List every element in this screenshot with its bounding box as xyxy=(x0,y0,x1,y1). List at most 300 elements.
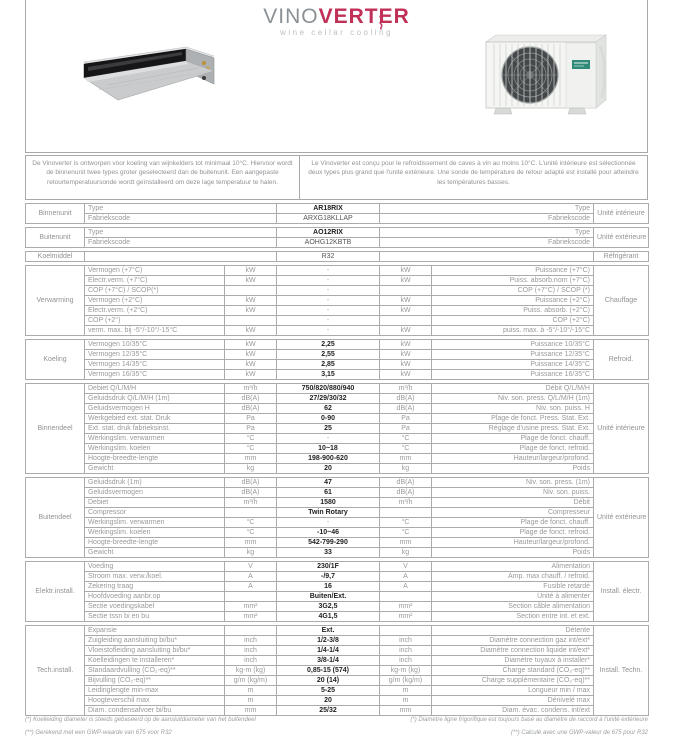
spec-label-nl: Vermogen 10/35°C xyxy=(85,340,225,350)
spec-unit-nl: Pa xyxy=(225,424,277,434)
spec-row xyxy=(26,306,649,316)
spec-unit-fr: inch xyxy=(380,646,432,656)
spec-label-nl: Ext. stat. druk fabrieksinst. xyxy=(85,424,225,434)
footnote-nl-2: (**) Gerekend met een GWP-waarde van 675 voor R32 xyxy=(25,730,172,736)
spec-group-nl: Binnenunit xyxy=(26,204,85,224)
spec-label-nl xyxy=(85,252,277,262)
spec-row xyxy=(26,518,649,528)
spec-value: 5-25 xyxy=(277,686,380,696)
spec-label-fr: Plage de fonct. Press. Stat. Ext. xyxy=(432,414,594,424)
spec-unit-fr xyxy=(380,316,432,326)
intro-text-dutch: De Vinoverter is ontworpen voor koeling van wijnkelders tot minimaal 10°C. Hiervoor wordt de binnenunit twee types groter geselecteerd dan de buitenunit. Een aangepaste retourtemperatuursonde wordt geïnstalleerd om deze lage temperatuur te halen. xyxy=(25,155,300,200)
logo-text-vino: VINO xyxy=(263,5,319,28)
spec-label-nl: Compressor xyxy=(85,508,225,518)
spec-unit-fr: inch xyxy=(380,636,432,646)
spec-unit-nl: kg xyxy=(225,464,277,474)
spec-value: - xyxy=(277,434,380,444)
spec-unit-fr: °C xyxy=(380,444,432,454)
spec-label-nl: Leidinglengte min-max xyxy=(85,686,225,696)
spec-label-nl: verm. max. bij -5°/-10°/-15°C xyxy=(85,326,225,336)
spec-label-nl: Debiet xyxy=(85,498,225,508)
spec-group-nl: Binnendeel xyxy=(26,384,85,474)
spec-group-fr: Unité intérieure xyxy=(594,204,649,224)
spec-group-fr: Réfrigérant xyxy=(594,252,649,262)
spec-label-fr: Poids xyxy=(432,548,594,558)
spec-unit-fr: kW xyxy=(380,296,432,306)
spec-row xyxy=(26,266,649,276)
spec-row xyxy=(26,646,649,656)
spec-label-fr: Niv. son. press. (1m) xyxy=(432,478,594,488)
spec-unit-nl: inch xyxy=(225,636,277,646)
spec-unit-fr: °C xyxy=(380,434,432,444)
spec-unit-fr: m xyxy=(380,686,432,696)
spec-unit-fr: dB(A) xyxy=(380,478,432,488)
spec-row xyxy=(26,686,649,696)
spec-row xyxy=(26,384,649,394)
spec-value: 25 xyxy=(277,424,380,434)
spec-label-nl: Hoofdvoeding aanbr.op xyxy=(85,592,225,602)
spec-value: 1/4-1/4 xyxy=(277,646,380,656)
spec-unit-fr: Pa xyxy=(380,414,432,424)
spec-label-fr: Poids xyxy=(432,464,594,474)
spec-row xyxy=(26,360,649,370)
spec-label-nl: Werkingslim. verwarmen xyxy=(85,518,225,528)
spec-row xyxy=(26,478,649,488)
spec-row xyxy=(26,528,649,538)
spec-label-fr xyxy=(380,252,594,262)
spec-value: 3,15 xyxy=(277,370,380,380)
spec-unit-nl: V xyxy=(225,562,277,572)
spec-unit-nl: °C xyxy=(225,444,277,454)
spec-row xyxy=(26,696,649,706)
spec-value: 2,25 xyxy=(277,340,380,350)
spec-row xyxy=(26,572,649,582)
spec-unit-nl: m³/h xyxy=(225,384,277,394)
spec-row xyxy=(26,538,649,548)
spec-row xyxy=(26,326,649,336)
spec-unit-fr: °C xyxy=(380,518,432,528)
spec-unit-fr: mm² xyxy=(380,612,432,622)
spec-label-fr: COP (+7°C) / SCOP (*) xyxy=(432,286,594,296)
spec-value: -/9,7 xyxy=(277,572,380,582)
spec-value: 1/2-3/8 xyxy=(277,636,380,646)
spec-unit-fr: kW xyxy=(380,340,432,350)
spec-value: 20 xyxy=(277,696,380,706)
spec-row xyxy=(26,666,649,676)
spec-label-fr: COP (+2°C) xyxy=(432,316,594,326)
spec-row xyxy=(26,414,649,424)
spec-label-nl: Geluidsdruk (1m) xyxy=(85,478,225,488)
indoor-unit-image xyxy=(78,38,230,143)
spec-label-fr: Niv. son. puiss. H xyxy=(432,404,594,414)
spec-unit-fr: kg xyxy=(380,548,432,558)
spec-value: - xyxy=(277,296,380,306)
spec-label-fr: Plage de fonct. chauff. xyxy=(432,434,594,444)
spec-value: - xyxy=(277,306,380,316)
spec-value: 20 (14) xyxy=(277,676,380,686)
spec-value: 3G2,5 xyxy=(277,602,380,612)
spec-unit-fr: mm² xyxy=(380,602,432,612)
spec-unit-nl xyxy=(225,626,277,636)
spec-unit-fr: m xyxy=(380,696,432,706)
spec-value: -10~46 xyxy=(277,528,380,538)
spec-row xyxy=(26,286,649,296)
spec-value: 62 xyxy=(277,404,380,414)
spec-row xyxy=(26,498,649,508)
spec-label-nl: Type xyxy=(85,228,277,238)
spec-unit-fr: kW xyxy=(380,350,432,360)
spec-unit-nl: g/m (kg/m) xyxy=(225,676,277,686)
spec-label-fr: Puiss. absorb.nom (+7°C) xyxy=(432,276,594,286)
spec-label-fr: Plage de fonct. refroid. xyxy=(432,444,594,454)
spec-row xyxy=(26,592,649,602)
spec-label-nl: Bijvulling (CO₂-eq)** xyxy=(85,676,225,686)
spec-unit-nl: kW xyxy=(225,340,277,350)
logo-text-verter: VERTER xyxy=(318,5,410,28)
spec-value: - xyxy=(277,326,380,336)
spec-row xyxy=(26,316,649,326)
spec-label-fr: Niv. son. puiss. xyxy=(432,488,594,498)
footnotes xyxy=(25,717,648,743)
spec-unit-nl: kg xyxy=(225,548,277,558)
spec-label-nl: Standaardvulling (CO₂-eq)** xyxy=(85,666,225,676)
spec-label-fr: Charge standard (CO₂-eq)** xyxy=(432,666,594,676)
spec-label-nl: Sectie voedingskabel xyxy=(85,602,225,612)
spec-label-nl: COP (+2°) xyxy=(85,316,225,326)
spec-row xyxy=(26,676,649,686)
spec-group-nl: Elektr.install. xyxy=(26,562,85,622)
spec-label-fr: Débit Q/L/M/H xyxy=(432,384,594,394)
spec-label-nl: Hoogteverschil max xyxy=(85,696,225,706)
spec-unit-nl: dB(A) xyxy=(225,394,277,404)
spec-label-nl: Electr.verm. (+2°C) xyxy=(85,306,225,316)
spec-label-fr: Diamètre connection gaz int/ext* xyxy=(432,636,594,646)
spec-row xyxy=(26,444,649,454)
spec-label-fr: Puissance 12/35°C xyxy=(432,350,594,360)
spec-value: 25/32 xyxy=(277,706,380,716)
spec-unit-nl: mm xyxy=(225,538,277,548)
spec-label-fr: Hauteur/largeur/profond. xyxy=(432,538,594,548)
spec-unit-nl: kW xyxy=(225,350,277,360)
spec-label-fr: Type xyxy=(380,228,594,238)
spec-label-nl: Zekering traag xyxy=(85,582,225,592)
section-elektr-install xyxy=(25,561,649,622)
spec-row xyxy=(26,612,649,622)
spec-row xyxy=(26,404,649,414)
spec-unit-nl: dB(A) xyxy=(225,478,277,488)
section-koelmiddel xyxy=(25,251,649,262)
spec-unit-nl: Pa xyxy=(225,414,277,424)
spec-label-nl: Gewicht xyxy=(85,548,225,558)
spec-label-fr: Section entre int. et ext. xyxy=(432,612,594,622)
spec-group-nl: Koelmiddel xyxy=(26,252,85,262)
spec-row xyxy=(26,252,649,262)
spec-label-fr: Amp. max chauff. / refroid. xyxy=(432,572,594,582)
spec-group-nl: Buitenunit xyxy=(26,228,85,248)
spec-label-fr: Fusible retardé xyxy=(432,582,594,592)
spec-group-fr: Unité extérieure xyxy=(594,478,649,558)
spec-group-nl: Verwarming xyxy=(26,266,85,336)
spec-group-fr: Install. électr. xyxy=(594,562,649,622)
spec-row xyxy=(26,464,649,474)
spec-label-fr: Niv. son. press. Q/L/M/H (1m) xyxy=(432,394,594,404)
spec-label-nl: Geluidsdruk Q/L/M/H (1m) xyxy=(85,394,225,404)
spec-value: R32 xyxy=(277,252,380,262)
spec-label-nl: Hoogte-breedte-lengte xyxy=(85,538,225,548)
spec-group-nl: Koeling xyxy=(26,340,85,380)
spec-label-nl: Expansie xyxy=(85,626,225,636)
spec-value: 2,55 xyxy=(277,350,380,360)
spec-label-nl: Stroom max. verw./koel. xyxy=(85,572,225,582)
spec-label-nl: Gewicht xyxy=(85,464,225,474)
spec-value: Buiten/Ext. xyxy=(277,592,380,602)
spec-unit-nl: °C xyxy=(225,518,277,528)
spec-label-fr: Fabriekscode xyxy=(380,238,594,248)
spec-value: 198-900-620 xyxy=(277,454,380,464)
spec-label-nl: Diam. condensafvoer bi/bu xyxy=(85,706,225,716)
spec-label-nl: Werkgebied ext. stat. Druk xyxy=(85,414,225,424)
spec-unit-fr: m³/h xyxy=(380,384,432,394)
spec-value: 1580 xyxy=(277,498,380,508)
spec-unit-nl: kg-m (kg) xyxy=(225,666,277,676)
spec-row xyxy=(26,228,649,238)
spec-unit-nl: °C xyxy=(225,434,277,444)
section-verwarming xyxy=(25,265,649,336)
spec-label-fr: Diamètre tuyaux à installer* xyxy=(432,656,594,666)
spec-label-nl: Sectie tssn bi en bu xyxy=(85,612,225,622)
spec-unit-fr xyxy=(380,508,432,518)
spec-unit-nl: kW xyxy=(225,360,277,370)
spec-label-nl: Vermogen (+7°C) xyxy=(85,266,225,276)
header-frame xyxy=(25,0,648,153)
spec-label-nl: Vermogen 16/35°C xyxy=(85,370,225,380)
spec-value: 16 xyxy=(277,582,380,592)
spec-label-fr: Puissance 16/35°C xyxy=(432,370,594,380)
spec-unit-fr: m³/h xyxy=(380,498,432,508)
spec-label-fr: Débit xyxy=(432,498,594,508)
spec-value: - xyxy=(277,518,380,528)
spec-value: AO12RIX xyxy=(277,228,380,238)
intro-section xyxy=(25,155,648,200)
spec-value: 230/1F xyxy=(277,562,380,572)
spec-label-fr: Détente xyxy=(432,626,594,636)
spec-label-nl: Koelleidingen te installeren* xyxy=(85,656,225,666)
spec-label-nl: Vloeistofleiding aansluiting bi/bu* xyxy=(85,646,225,656)
spec-unit-nl: A xyxy=(225,582,277,592)
spec-row xyxy=(26,296,649,306)
spec-unit-fr xyxy=(380,286,432,296)
spec-unit-fr: Pa xyxy=(380,424,432,434)
spec-value: ARXG18KLLAP xyxy=(277,214,380,224)
spec-label-nl: Debiet Q/L/M/H xyxy=(85,384,225,394)
logo-tagline: wine cellar cooling xyxy=(280,28,393,37)
spec-row xyxy=(26,602,649,612)
spec-value: 10~18 xyxy=(277,444,380,454)
footnote-fr-1: (*) Diamètre ligne frigorifique est toujours basé au diamètre de raccord à l'unité extérieure xyxy=(410,717,648,723)
spec-unit-nl: mm xyxy=(225,706,277,716)
section-koeling xyxy=(25,339,649,380)
spec-unit-nl: dB(A) xyxy=(225,488,277,498)
spec-unit-fr: mm xyxy=(380,706,432,716)
spec-label-fr: Compresseur xyxy=(432,508,594,518)
spec-table xyxy=(25,203,648,719)
section-buitenunit xyxy=(25,227,649,248)
spec-label-nl: Vermogen (+2°C) xyxy=(85,296,225,306)
spec-label-fr: Hauteur/largeur/profond. xyxy=(432,454,594,464)
spec-row xyxy=(26,394,649,404)
spec-group-fr: Install. Techn. xyxy=(594,626,649,716)
spec-unit-nl xyxy=(225,286,277,296)
section-tech-install xyxy=(25,625,649,716)
spec-value: Twin Rotary xyxy=(277,508,380,518)
spec-label-fr: Diam. évac. condens. int/ext xyxy=(432,706,594,716)
spec-value: 47 xyxy=(277,478,380,488)
spec-label-nl: Fabriekscode xyxy=(85,214,277,224)
spec-unit-fr: °C xyxy=(380,528,432,538)
spec-row xyxy=(26,434,649,444)
spec-row xyxy=(26,562,649,572)
spec-unit-nl: inch xyxy=(225,656,277,666)
spec-group-nl: Buitendeel xyxy=(26,478,85,558)
spec-row xyxy=(26,370,649,380)
spec-unit-fr: kW xyxy=(380,266,432,276)
spec-label-fr: Section câble alimentation xyxy=(432,602,594,612)
spec-row xyxy=(26,548,649,558)
spec-label-nl: Werkingslim. koelen xyxy=(85,528,225,538)
spec-label-fr: Diamètre connection liquide int/ext* xyxy=(432,646,594,656)
spec-unit-fr: kg xyxy=(380,464,432,474)
spec-unit-fr: kW xyxy=(380,360,432,370)
spec-unit-fr: kg-m (kg) xyxy=(380,666,432,676)
spec-row xyxy=(26,636,649,646)
spec-unit-nl: mm² xyxy=(225,612,277,622)
section-binnendeel xyxy=(25,383,649,474)
spec-group-fr: Chauffage xyxy=(594,266,649,336)
spec-unit-nl: inch xyxy=(225,646,277,656)
spec-row xyxy=(26,350,649,360)
spec-unit-fr xyxy=(380,626,432,636)
spec-unit-fr: kW xyxy=(380,276,432,286)
spec-label-nl: Vermogen 14/35°C xyxy=(85,360,225,370)
spec-row xyxy=(26,214,649,224)
spec-label-fr: Type xyxy=(380,204,594,214)
spec-row xyxy=(26,706,649,716)
spec-unit-nl: m xyxy=(225,696,277,706)
spec-unit-fr: kW xyxy=(380,370,432,380)
spec-value: - xyxy=(277,316,380,326)
spec-value: - xyxy=(277,276,380,286)
spec-label-nl: Type xyxy=(85,204,277,214)
spec-label-nl: Fabriekscode xyxy=(85,238,277,248)
spec-row xyxy=(26,454,649,464)
spec-label-nl: Voeding xyxy=(85,562,225,572)
spec-unit-fr: g/m (kg/m) xyxy=(380,676,432,686)
spec-unit-nl: kW xyxy=(225,296,277,306)
spec-label-fr: Charge supplémentaire (CO₂-eq)** xyxy=(432,676,594,686)
spec-group-fr: Unité extérieure xyxy=(594,228,649,248)
spec-label-nl: Electr.verm. (+7°C) xyxy=(85,276,225,286)
spec-label-nl: Zuigleiding aansluiting bi/bu* xyxy=(85,636,225,646)
spec-value: 3/8-1/4 xyxy=(277,656,380,666)
spec-row xyxy=(26,204,649,214)
spec-row xyxy=(26,626,649,636)
spec-group-fr: Unité intérieure xyxy=(594,384,649,474)
spec-label-nl: Vermogen 12/35°C xyxy=(85,350,225,360)
spec-row xyxy=(26,656,649,666)
spec-unit-fr: kW xyxy=(380,306,432,316)
spec-unit-fr: dB(A) xyxy=(380,488,432,498)
spec-label-fr: Alimentation xyxy=(432,562,594,572)
spec-unit-nl: m³/h xyxy=(225,498,277,508)
spec-unit-nl: kW xyxy=(225,276,277,286)
spec-unit-fr: mm xyxy=(380,454,432,464)
spec-unit-nl: mm² xyxy=(225,602,277,612)
spec-label-fr: Plage de fonct. refroid. xyxy=(432,528,594,538)
spec-unit-nl: kW xyxy=(225,370,277,380)
spec-label-fr: Puissance (+7°C) xyxy=(432,266,594,276)
spec-row xyxy=(26,340,649,350)
spec-label-fr: Puissance (+2°C) xyxy=(432,296,594,306)
spec-value: AR18RIX xyxy=(277,204,380,214)
spec-unit-nl: °C xyxy=(225,528,277,538)
spec-label-fr: Fabriekscode xyxy=(380,214,594,224)
spec-unit-fr xyxy=(380,592,432,602)
spec-value: 61 xyxy=(277,488,380,498)
spec-label-fr: Puissance 10/35°C xyxy=(432,340,594,350)
spec-unit-fr: V xyxy=(380,562,432,572)
spec-unit-nl: dB(A) xyxy=(225,404,277,414)
spec-value: 542-799-290 xyxy=(277,538,380,548)
spec-label-nl: Hoogte-breedte-lengte xyxy=(85,454,225,464)
spec-unit-nl: m xyxy=(225,686,277,696)
spec-value: - xyxy=(277,266,380,276)
spec-value: Ext. xyxy=(277,626,380,636)
spec-unit-nl: kW xyxy=(225,266,277,276)
spec-label-nl: Werkingslim. koelen xyxy=(85,444,225,454)
spec-label-fr: Réglage d'usine press. Stat. Ext. xyxy=(432,424,594,434)
spec-label-nl: Geluidsvermogen H xyxy=(85,404,225,414)
spec-row xyxy=(26,424,649,434)
spec-unit-fr: dB(A) xyxy=(380,404,432,414)
spec-label-fr: Longueur min / max xyxy=(432,686,594,696)
spec-value: 2,85 xyxy=(277,360,380,370)
spec-row xyxy=(26,238,649,248)
spec-unit-fr: A xyxy=(380,582,432,592)
spec-label-fr: Unité à alimenter xyxy=(432,592,594,602)
spec-value: 20 xyxy=(277,464,380,474)
spec-unit-fr: inch xyxy=(380,656,432,666)
spec-label-nl: Geluidsvermogen xyxy=(85,488,225,498)
spec-group-fr: Refroid. xyxy=(594,340,649,380)
spec-unit-nl: kW xyxy=(225,306,277,316)
spec-unit-nl: A xyxy=(225,572,277,582)
spec-row xyxy=(26,582,649,592)
spec-label-fr: Puissance 14/35°C xyxy=(432,360,594,370)
spec-label-fr: puiss. max. à -5°/-10°/-15°C xyxy=(432,326,594,336)
spec-value: 0,85-15 (574) xyxy=(277,666,380,676)
spec-row xyxy=(26,488,649,498)
spec-unit-fr: dB(A) xyxy=(380,394,432,404)
spec-unit-nl: kW xyxy=(225,326,277,336)
intro-text-french: Le Vinoverter est conçu pour le refroidissement de caves à vin au moins 10°C. L'unité intérieure est sélectionnée deux types plus grand que l'unité extérieure. Une sonde de température de retour adapté est installé pour atteindre les températures basses. xyxy=(299,155,648,200)
spec-label-fr: Dénivelé max xyxy=(432,696,594,706)
spec-unit-fr: mm xyxy=(380,538,432,548)
spec-label-fr: Plage de fonct. chauff. xyxy=(432,518,594,528)
spec-value: 0-90 xyxy=(277,414,380,424)
spec-unit-nl xyxy=(225,316,277,326)
outdoor-unit-image xyxy=(474,26,626,135)
spec-value: AOHG12KBTB xyxy=(277,238,380,248)
